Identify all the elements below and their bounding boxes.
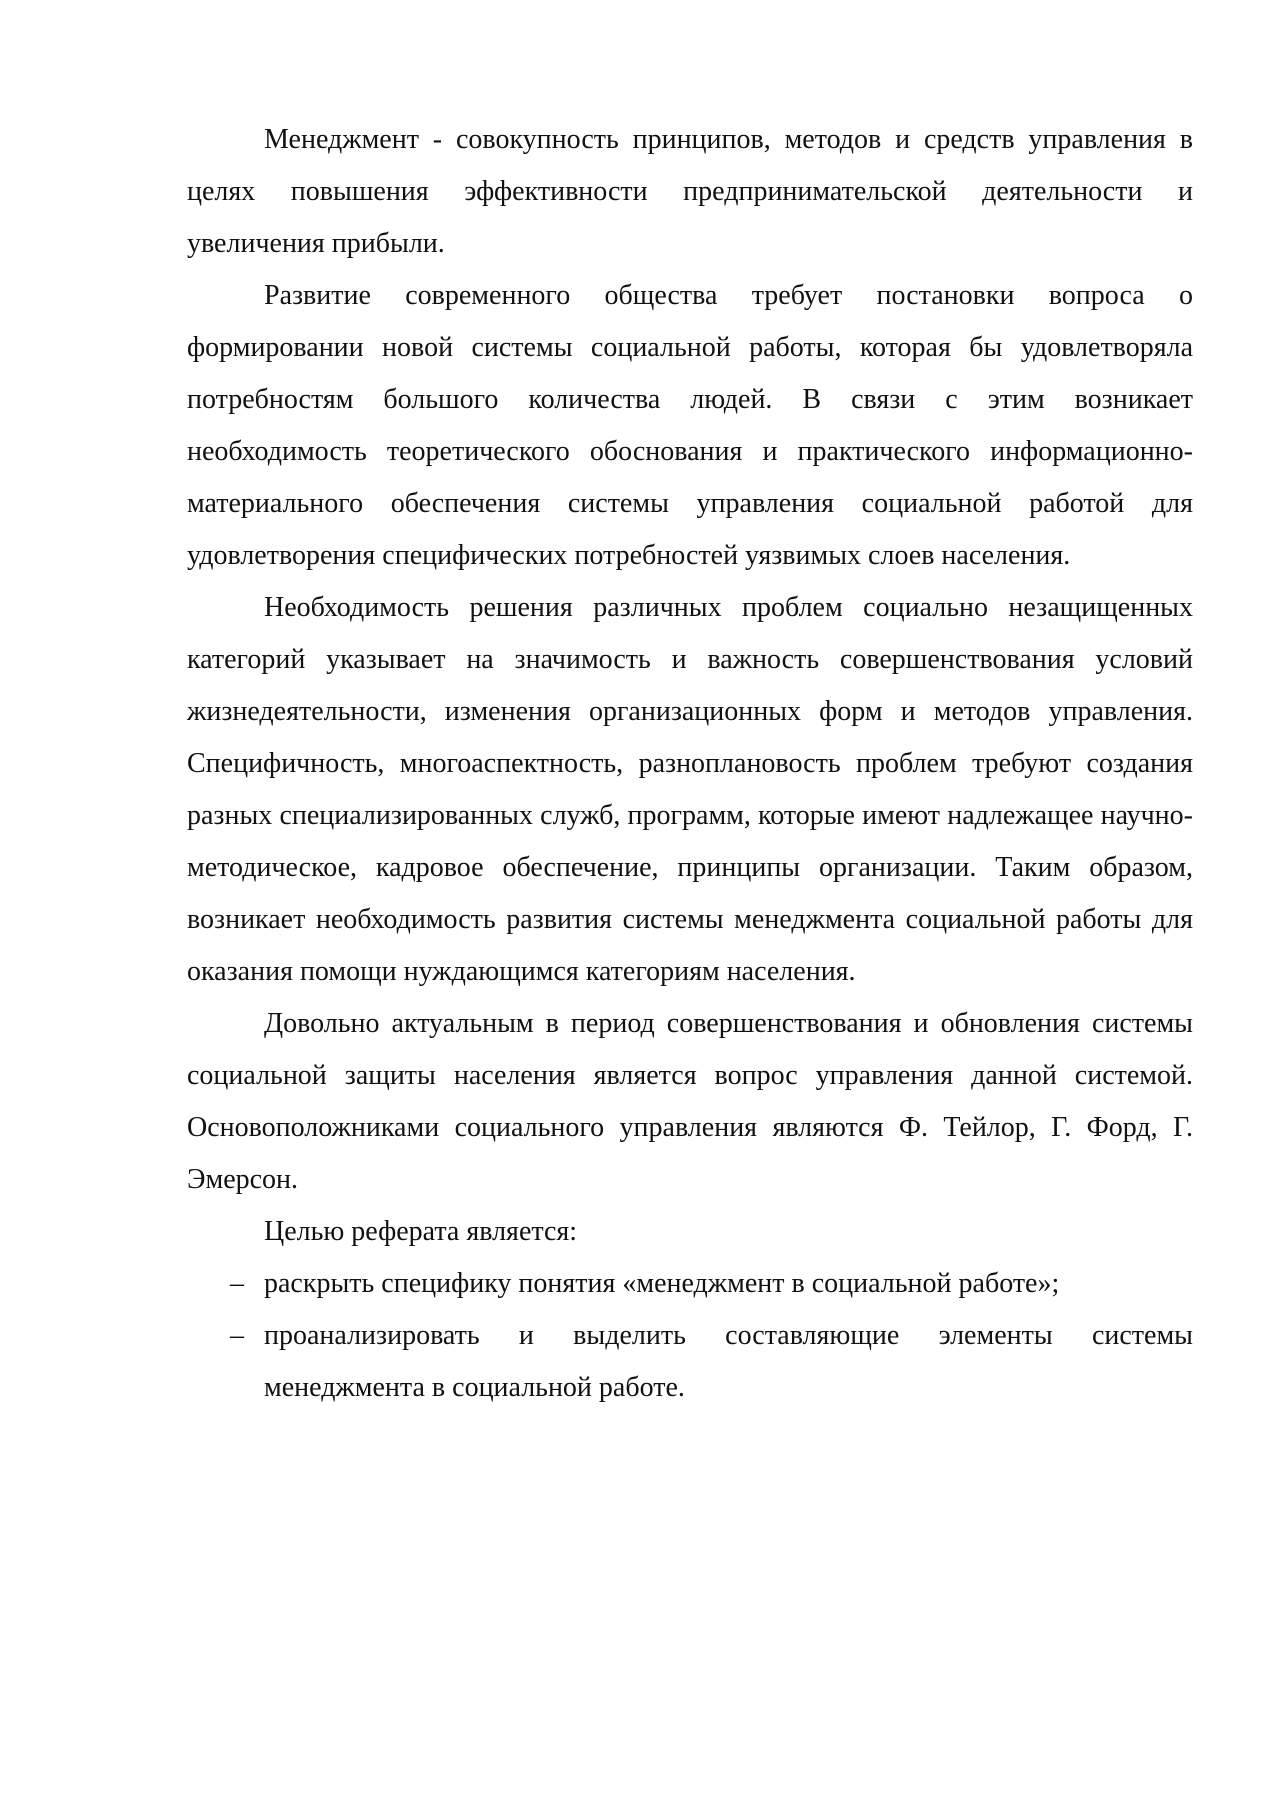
paragraph-society-development: Развитие современного общества требует постановки вопроса о формировании новой системы социальной работы, которая бы удовлетворяла потребностям большого количества людей. В связи с этим возникает необходимость теоретического обоснования и практического информационно-материального обеспечения системы управления социальной работой для удовлетворения специфических потребностей уязвимых слоев населения. xyxy=(187,280,1193,571)
document-body xyxy=(187,114,1193,1414)
paragraph-social-management-founders: Довольно актуальным в период совершенствования и обновления системы социальной защиты населения является вопрос управления данной системой. Основоположниками социального управления являются Ф. Тейлор, Г. Форд, Г. Эмерсон. xyxy=(187,1008,1193,1195)
dash-marker: – xyxy=(230,1268,244,1299)
goal-text: раскрыть специфику понятия «менеджмент в социальной работе»; xyxy=(264,1268,1060,1299)
goal-intro: Целью реферата является: xyxy=(264,1216,578,1247)
paragraph-social-problems: Необходимость решения различных проблем социально незащищенных категорий указывает на значимость и важность совершенствования условий жизнедеятельности, изменения организационных форм и методов управления. Специфичность, многоаспектность, разноплановость проблем требуют создания разных специализированных служб, программ, которые имеют надлежащее научно-методическое, кадровое обеспечение, принципы организации. Таким образом, возникает необходимость развития системы менеджмента социальной работы для оказания помощи нуждающимся категориям населения. xyxy=(187,592,1193,987)
list-item xyxy=(187,1258,1193,1310)
goal-text: проанализировать и выделить составляющие элементы системы менеджмента в социальной работе. xyxy=(264,1320,1193,1403)
goals-list xyxy=(187,1258,1193,1414)
paragraph-management-definition: Менеджмент - совокупность принципов, методов и средств управления в целях повышения эффективности предпринимательской деятельности и увеличения прибыли. xyxy=(187,124,1193,259)
list-item xyxy=(187,1310,1193,1414)
dash-marker: – xyxy=(230,1320,244,1351)
